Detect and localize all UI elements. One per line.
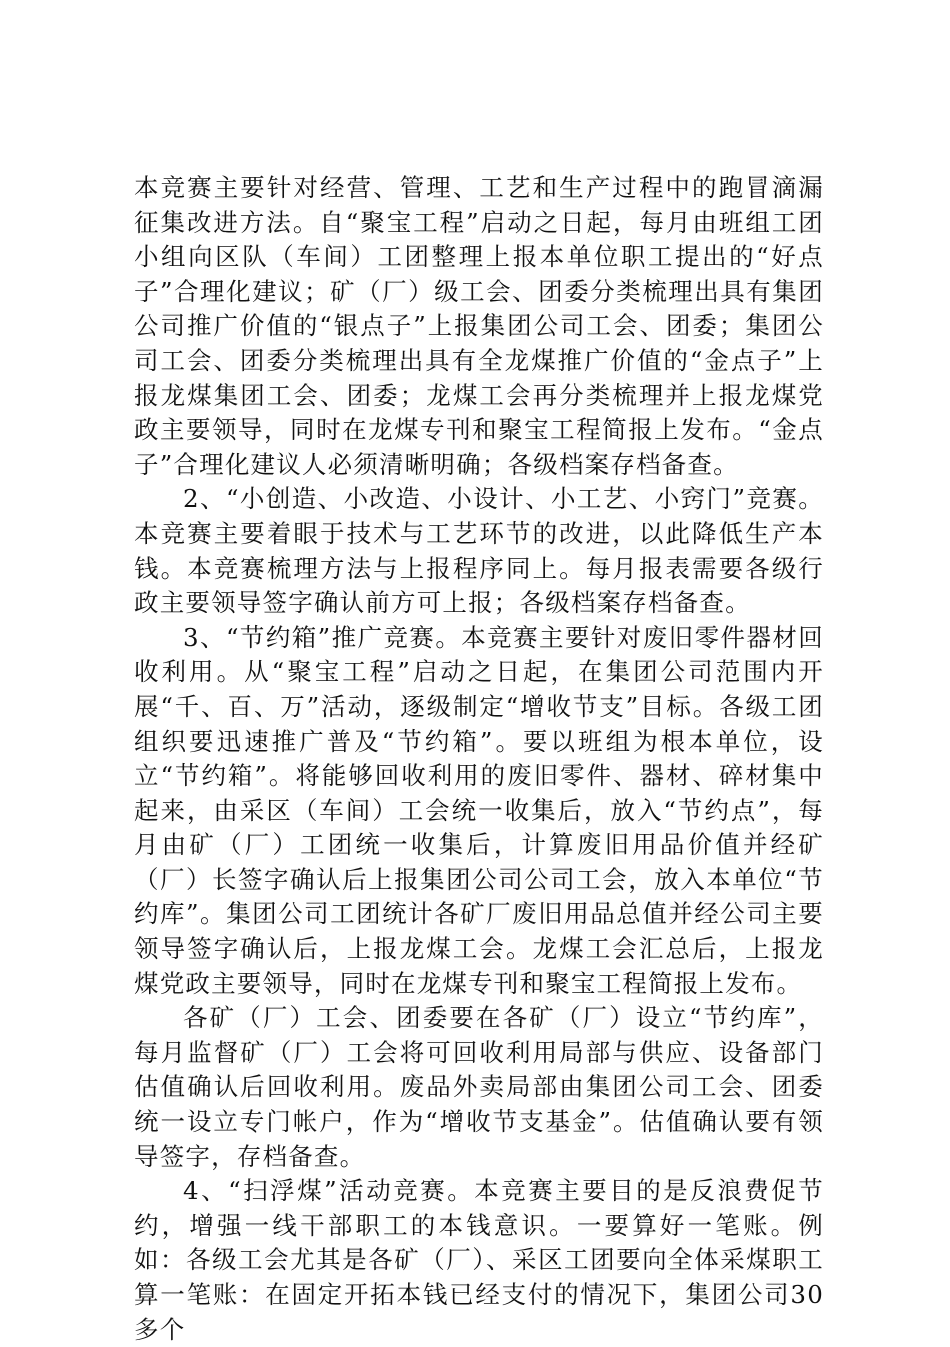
paragraph-saving-depot: 各矿（厂）工会、团委要在各矿（厂）设立“节约库”，每月监督矿（厂）工会将可回收利用局部与供应、设备部门估值确认后回收利用。废品外卖局部由集团公司工会、团委统一设立专门帐户，作为“增收节支基金”。估值确认要有领导签字，存档备查。: [134, 1003, 824, 1171]
paragraph-small-innovation-contest: 2、“小创造、小改造、小设计、小工艺、小窍门”竞赛。本竞赛主要着眼于技术与工艺环节的改进，以此降低生产本钱。本竞赛梳理方法与上报程序同上。每月报表需要各级行政主要领导签字确认前方可上报；各级档案存档备查。: [134, 484, 824, 618]
document-body: [134, 171, 824, 1347]
paragraph-contest-intro: 本竞赛主要针对经营、管理、工艺和生产过程中的跑冒滴漏征集改进方法。自“聚宝工程”启动之日起，每月由班组工团小组向区队（车间）工团整理上报本单位职工提出的“好点子”合理化建议；矿（厂）级工会、团委分类梳理出具有集团公司推广价值的“银点子”上报集团公司工会、团委；集团公司工会、团委分类梳理出具有全龙煤推广价值的“金点子”上报龙煤集团工会、团委；龙煤工会再分类梳理并上报龙煤党政主要领导，同时在龙煤专刊和聚宝工程简报上发布。“金点子”合理化建议人必须清晰明确；各级档案存档备查。: [134, 173, 824, 479]
paragraph-saving-box-contest: 3、“节约箱”推广竞赛。本竞赛主要针对废旧零件器材回收利用。从“聚宝工程”启动之日起，在集团公司范围内开展“千、百、万”活动，逐级制定“增收节支”目标。各级工团组织要迅速推广普及“节约箱”。要以班组为根本单位，设立“节约箱”。将能够回收利用的废旧零件、器材、碎材集中起来，由采区（车间）工会统一收集后，放入“节约点”，每月由矿（厂）工团统一收集后，计算废旧用品价值并经矿（厂）长签字确认后上报集团公司公司工会，放入本单位“节约库”。集团公司工团统计各矿厂废旧用品总值并经公司主要领导签字确认后，上报龙煤工会。龙煤工会汇总后，上报龙煤党政主要领导，同时在龙煤专刊和聚宝工程简报上发布。: [134, 622, 824, 998]
paragraph-sweep-coal-contest: 4、“扫浮煤”活动竞赛。本竞赛主要目的是反浪费促节约，增强一线干部职工的本钱意识。一要算好一笔账。例如：各级工会尤其是各矿（厂）、采区工团要向全体采煤职工算一笔账：在固定开拓本钱已经支付的情况下，集团公司30多个: [134, 1176, 824, 1344]
